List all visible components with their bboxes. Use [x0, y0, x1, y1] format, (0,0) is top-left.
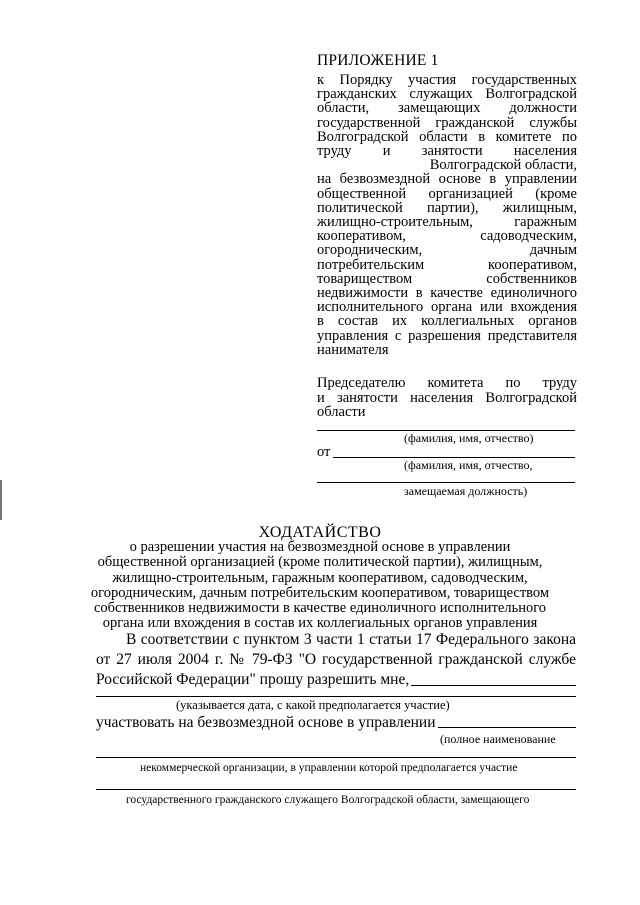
petition-body — [96, 630, 576, 690]
body-line-with-blank — [96, 670, 576, 690]
fullname-caption: (полное наименование — [440, 732, 556, 746]
body-line: от 27 июля 2004 г. № 79-ФЗ "О государственной гражданской службе — [96, 651, 576, 668]
petition-subject — [80, 540, 560, 632]
body-line: участвовать на безвозмездной основе в управлении — [96, 714, 436, 731]
addressee-block — [317, 376, 577, 420]
body-line: В соответствии с пунктом 3 части 1 статьи 17 Федерального закона — [126, 631, 576, 648]
appendix-line: области, замещающих должности — [317, 100, 577, 117]
appendix-line: к Порядку участия государственных — [317, 72, 577, 88]
appendix-line: потребительским кооперативом, — [317, 256, 577, 273]
appendix-line: государственной гражданской службы — [317, 114, 577, 131]
addressee-line: области — [317, 404, 366, 420]
body-line-with-blank — [96, 714, 576, 732]
appendix-line: исполнительного органа или вхождения — [317, 299, 577, 316]
addressee-line: Председателю комитета по труду — [317, 375, 577, 391]
addressee-line: и занятости населения Волгоградской — [317, 389, 577, 406]
subject-line: огородническим, дачным потребительским кооперативом, товариществом — [90, 584, 550, 601]
org-name-blank-line[interactable] — [438, 727, 577, 728]
appendix-line: управления с разрешения представителя — [317, 327, 577, 344]
appendix-line: Волгоградской области в комитете по — [317, 128, 577, 145]
subject-line: жилищно-строительным, гаражным кооперативом, садоводческим, — [112, 569, 528, 586]
appendix-reference — [317, 73, 577, 357]
appendix-line: в состав их коллегиальных органов — [317, 313, 577, 330]
date-blank-line[interactable] — [411, 685, 576, 686]
position-caption: замещаемая должность) — [404, 484, 528, 498]
fio-caption-2: (фамилия, имя, отчество, — [404, 458, 533, 472]
subject-line: о разрешении участия на безвозмездной основе в управлении — [129, 539, 511, 555]
subject-line: органа или вхождения в состав их коллегиальных органов управления — [102, 615, 538, 632]
appendix-line: огородническим, дачным — [317, 242, 577, 259]
appendix-title: ПРИЛОЖЕНИЕ 1 — [317, 52, 439, 69]
appendix-line: кооперативом, садоводческим, — [317, 228, 577, 245]
servant-caption: государственного гражданского служащего Волгоградской области, замещающего — [126, 794, 530, 806]
appendix-line: труду и занятости населения — [317, 143, 577, 160]
position-blank-line[interactable] — [317, 482, 575, 483]
appendix-line: Волгоградской области, — [429, 157, 577, 174]
from-label: от — [317, 444, 331, 460]
subject-line: собственников недвижимости в качестве единоличного исполнительного — [93, 600, 547, 617]
appendix-line: политической партии), жилищным, — [317, 199, 577, 216]
appendix-line: общественной организацией (кроме — [317, 185, 577, 202]
body-line: Российской Федерации" прошу разрешить мне, — [96, 671, 410, 688]
appendix-line: жилищно-строительным, гаражным — [317, 214, 577, 231]
date-caption: (указывается дата, с какой предполагается участие) — [176, 698, 450, 712]
appendix-line: на безвозмездной основе в управлении — [317, 171, 577, 188]
subject-line: общественной организацией (кроме политической партии), жилищным, — [97, 554, 543, 571]
date-full-blank-line[interactable] — [96, 696, 576, 697]
scan-edge-mark — [0, 480, 2, 520]
appendix-line: гражданских служащих Волгоградской — [317, 86, 577, 103]
servant-blank-line[interactable] — [96, 789, 576, 790]
appendix-line: товариществом собственников — [317, 270, 577, 287]
org-caption: некоммерческой организации, в управлении которой предполагается участие — [140, 762, 518, 774]
appendix-line: нанимателя — [317, 341, 389, 358]
petition-title: ХОДАТАЙСТВО — [258, 524, 382, 541]
appendix-line: недвижимости в качестве единоличного — [317, 285, 577, 302]
fio-caption: (фамилия, имя, отчество) — [404, 431, 534, 445]
org-blank-line[interactable] — [96, 757, 576, 758]
